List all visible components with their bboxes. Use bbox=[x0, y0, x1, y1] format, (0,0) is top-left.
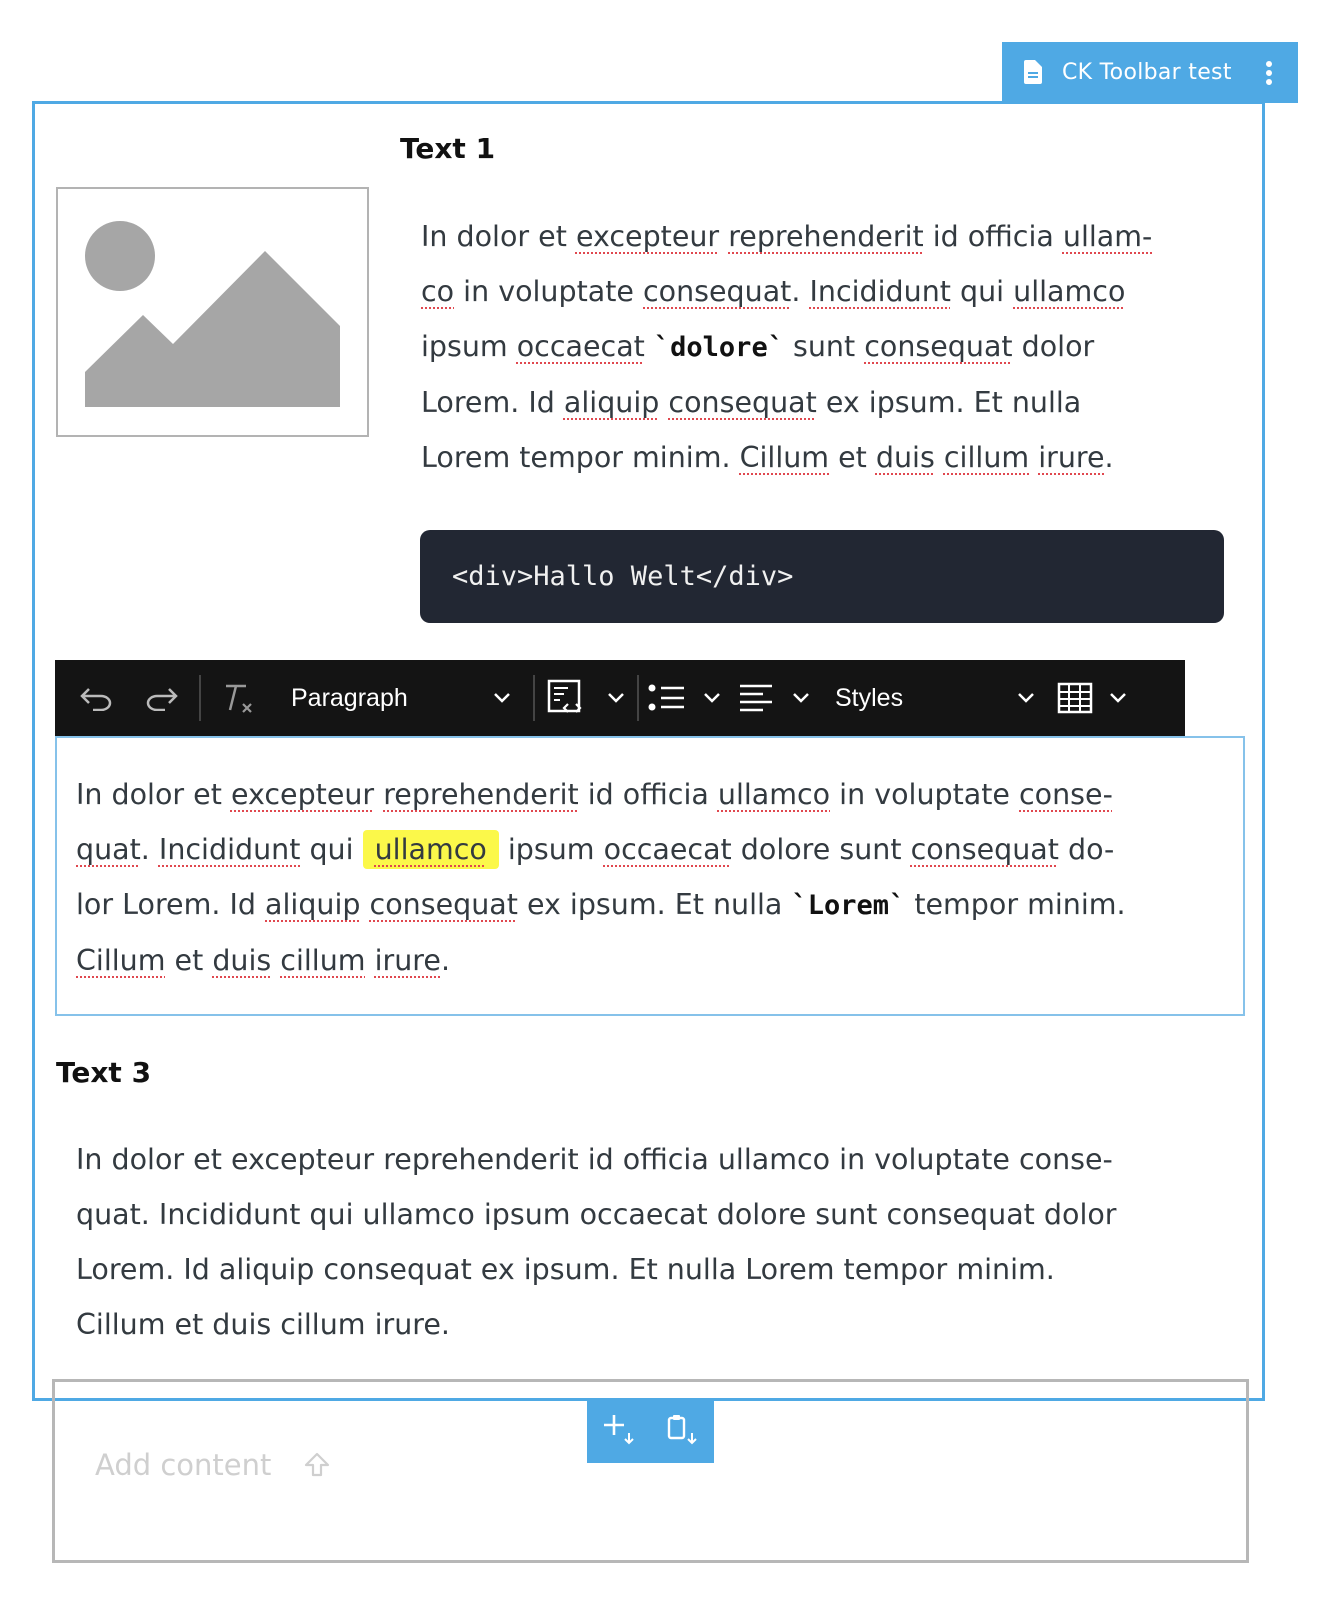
insert-actions bbox=[587, 1401, 714, 1463]
undo-icon bbox=[79, 685, 113, 711]
add-below-button[interactable] bbox=[602, 1413, 636, 1451]
redo-button[interactable] bbox=[129, 660, 195, 736]
bulleted-list-icon bbox=[648, 683, 686, 713]
chevron-down-icon bbox=[1109, 692, 1127, 704]
remove-format-button[interactable] bbox=[201, 660, 275, 736]
alignment-button[interactable] bbox=[729, 660, 819, 736]
chevron-down-icon bbox=[493, 692, 511, 704]
text1-paragraph[interactable]: In dolor et excepteur reprehenderit id officia ullam- co in voluptate consequat. Incididunt qui ullamco ipsum occaecat `dolore` sunt consequat dolor Lorem. Id aliquip consequat ex ipsum. Et nulla Lorem tempor minim. Cillum et duis cillum irure. bbox=[421, 220, 1153, 474]
chevron-down-icon bbox=[703, 692, 721, 704]
code-block-text: <div>Hallo Welt</div> bbox=[452, 561, 794, 592]
bulleted-list-button[interactable] bbox=[639, 660, 729, 736]
styles-dropdown[interactable] bbox=[819, 660, 1049, 736]
undo-button[interactable] bbox=[63, 660, 129, 736]
insert-table-button[interactable] bbox=[1049, 660, 1135, 736]
add-below-icon bbox=[602, 1413, 636, 1447]
heading-dropdown-label: Paragraph bbox=[291, 683, 408, 712]
chevron-down-icon bbox=[607, 692, 625, 704]
document-icon bbox=[1024, 60, 1046, 86]
paste-below-button[interactable] bbox=[665, 1413, 699, 1451]
editor-paragraph[interactable]: In dolor et excepteur reprehenderit id officia ullamco in voluptate conse- quat. Incididunt qui ullamco ipsum occaecat dolore sunt consequat do- lor Lorem. Id aliquip consequat ex ipsum. Et nulla `Lorem` tempor minim. Cillum et duis cillum irure. bbox=[76, 778, 1126, 977]
add-content-placeholder[interactable] bbox=[95, 1448, 331, 1482]
component-tab[interactable] bbox=[1002, 42, 1298, 103]
highlighted-text: ullamco bbox=[363, 830, 499, 869]
chevron-down-icon bbox=[1017, 692, 1035, 704]
code-block[interactable] bbox=[420, 530, 1224, 623]
chevron-down-icon bbox=[792, 692, 810, 704]
table-icon bbox=[1057, 682, 1093, 714]
inline-code: `dolore` bbox=[653, 332, 784, 363]
upload-arrow-icon bbox=[303, 1451, 331, 1479]
image-placeholder[interactable] bbox=[56, 187, 369, 437]
more-options-icon[interactable] bbox=[1254, 53, 1284, 93]
styles-dropdown-label: Styles bbox=[835, 683, 904, 712]
text3-heading: Text 3 bbox=[56, 1056, 152, 1089]
align-left-icon bbox=[739, 683, 773, 713]
text3-paragraph[interactable]: In dolor et excepteur reprehenderit id officia ullamco in voluptate conse- quat. Incididunt qui ullamco ipsum occaecat dolore sunt consequat dolor Lorem. Id aliquip consequat ex ipsum. Et nulla Lorem tempor minim. Cillum et duis cillum irure. bbox=[76, 1143, 1117, 1341]
remove-format-icon bbox=[220, 680, 256, 716]
clipboard-paste-icon bbox=[665, 1413, 699, 1447]
editor-toolbar bbox=[55, 660, 1185, 736]
image-placeholder-icon bbox=[58, 189, 367, 435]
redo-icon bbox=[145, 685, 179, 711]
inline-code: `Lorem` bbox=[791, 890, 906, 921]
code-block-icon bbox=[546, 678, 586, 718]
heading-dropdown[interactable] bbox=[275, 660, 525, 736]
text1-heading: Text 1 bbox=[400, 132, 496, 165]
add-content-label: Add content bbox=[95, 1448, 272, 1482]
component-title: CK Toolbar test bbox=[1062, 60, 1232, 85]
insert-code-block-button[interactable] bbox=[535, 660, 635, 736]
